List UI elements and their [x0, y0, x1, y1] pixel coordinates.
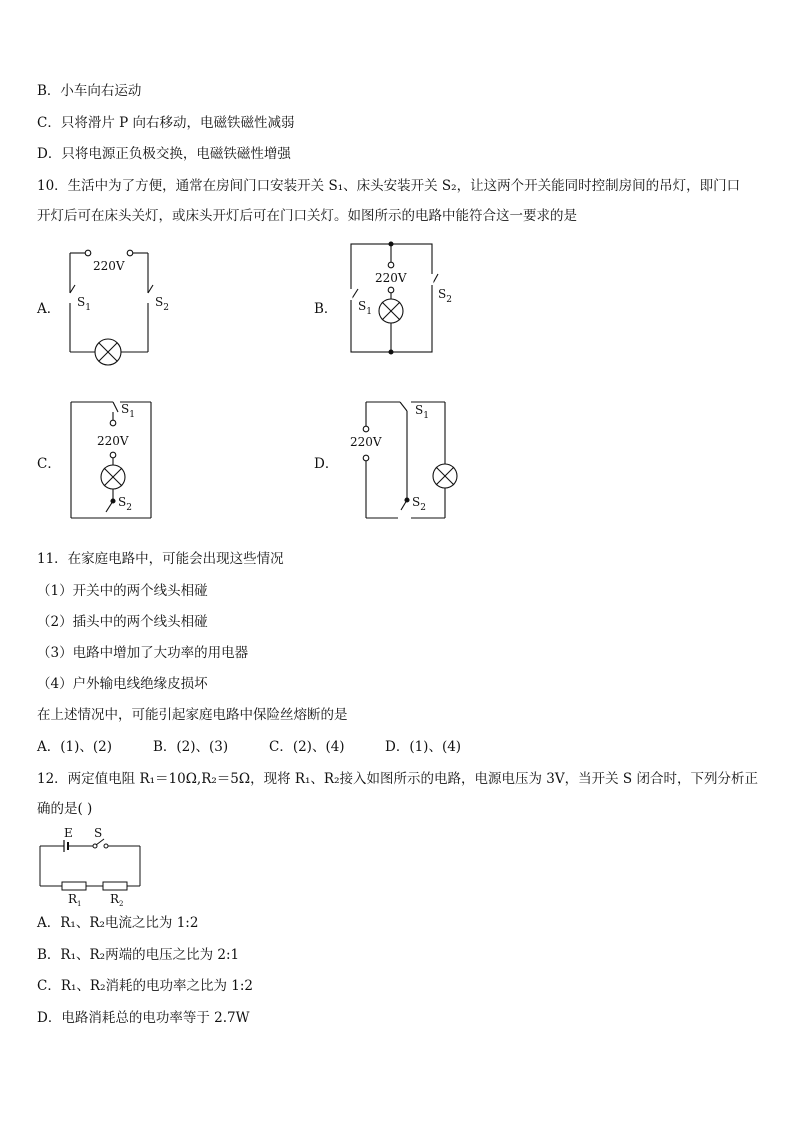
q9-option-b: B．小车向右运动: [37, 83, 142, 99]
q10-c-voltage-label: 220V: [97, 434, 129, 448]
q10-d-s2-label: S: [412, 495, 421, 509]
q10-b-s2-sub: 2: [446, 295, 452, 305]
q10-stem-line2: 开灯后可在床头关灯，或床头开灯后可在门口关灯。如图所示的电路中能符合这一要求的是: [37, 208, 577, 224]
q11-choice-a: A．(1)、(2): [37, 739, 112, 755]
q10-option-a-label: A．: [37, 301, 61, 317]
q10-c-s1-sub: 1: [129, 410, 135, 420]
q11-item-2: （2）插头中的两个线头相碰: [37, 614, 208, 630]
q11-choice-b: B．(2)、(3): [153, 739, 229, 755]
q11-choice-d: D．(1)、(4): [385, 739, 462, 755]
q10-a-s2-label: S: [155, 295, 164, 309]
q10-c-s1-label: S: [121, 402, 130, 416]
svg-text:R1: [68, 892, 82, 908]
q10-option-c-label: C．: [37, 456, 61, 472]
q10-d-s2-sub: 2: [420, 503, 426, 513]
q12-option-b: B．R₁、R₂两端的电压之比为 2:1: [37, 947, 240, 963]
q10-d-s1-label: S: [415, 403, 424, 417]
q10-c-s2-label: S: [118, 495, 127, 509]
q11-question: 在上述情况中，可能引起家庭电路中保险丝熔断的是: [37, 707, 348, 723]
svg-text:R2: [110, 892, 124, 908]
q10-stem-line1: 10．生活中为了方便，通常在房间门口安装开关 S₁、床头安装开关 S₂，让这两个开关能同时控制房间的吊灯，即门口: [37, 178, 741, 194]
q12-option-c: C．R₁、R₂消耗的电功率之比为 1:2: [37, 978, 253, 994]
q10-b-s2-label: S: [438, 287, 447, 301]
q12-label-r1: R: [68, 892, 78, 906]
q10-a-s1-sub: 1: [85, 303, 91, 313]
q9-option-c: C．只将滑片 P 向右移动，电磁铁磁性减弱: [37, 115, 295, 131]
q11-stem: 11．在家庭电路中，可能会出现这些情况: [37, 551, 284, 567]
q12-option-a: A．R₁、R₂电流之比为 1:2: [37, 915, 199, 931]
q10-d-voltage-label: 220V: [350, 435, 382, 449]
q10-a-s1-label: S: [77, 295, 86, 309]
q12-stem-line2: 确的是( ): [37, 801, 93, 817]
q12-label-r2: R: [110, 892, 120, 906]
q10-c-s2-sub: 2: [126, 503, 132, 513]
q12-label-r1-sub: 1: [77, 900, 82, 908]
q10-a-s2-sub: 2: [163, 303, 169, 313]
q10-b-voltage-label: 220V: [375, 271, 407, 285]
q12-option-d: D．电路消耗总的电功率等于 2.7W: [37, 1010, 250, 1026]
q12-stem-line1: 12．两定值电阻 R₁＝10Ω,R₂＝5Ω，现将 R₁、R₂接入如图所示的电路，电源电压为 3V，当开关 S 闭合时，下列分析正: [37, 771, 758, 787]
q11-item-4: （4）户外输电线绝缘皮损坏: [37, 676, 208, 692]
q11-item-3: （3）电路中增加了大功率的用电器: [37, 645, 249, 661]
q11-item-1: （1）开关中的两个线头相碰: [37, 583, 208, 599]
q12-label-s: S: [94, 826, 103, 840]
q11-choice-c: C．(2)、(4): [269, 739, 345, 755]
q10-d-s1-sub: 1: [423, 411, 429, 421]
q10-b-s1-label: S: [358, 299, 367, 313]
q10-option-d-label: D．: [314, 456, 339, 472]
q10-a-voltage-label: 220V: [93, 259, 125, 273]
q12-label-r2-sub: 2: [119, 900, 124, 908]
q9-option-d: D．只将电源正负极交换，电磁铁磁性增强: [37, 146, 291, 162]
q10-option-b-label: B．: [314, 301, 338, 317]
q10-b-s1-sub: 1: [366, 307, 372, 317]
q12-label-e: E: [64, 826, 73, 840]
